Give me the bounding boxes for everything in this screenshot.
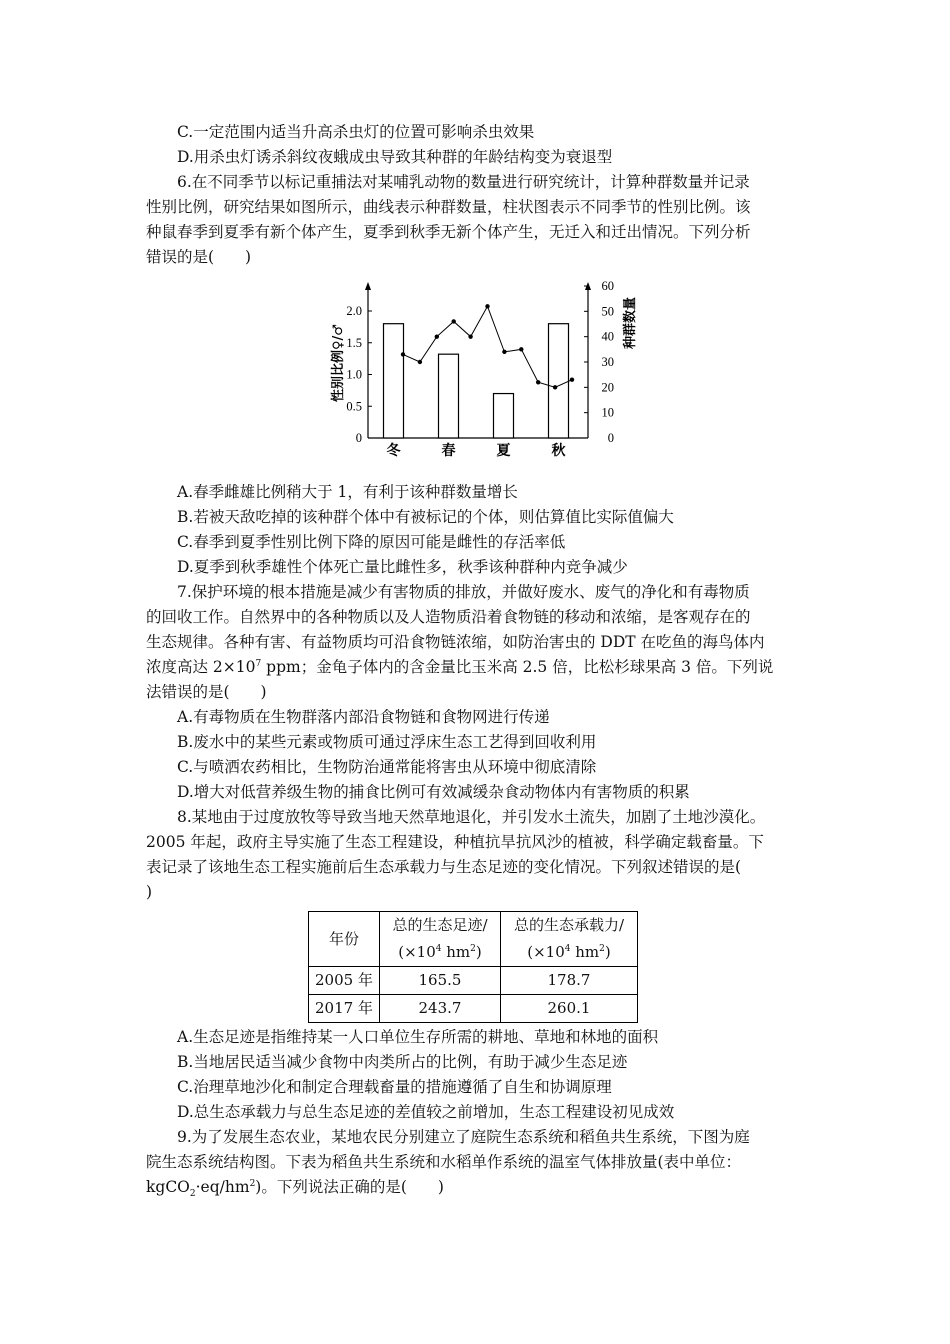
- population-point: [553, 385, 557, 389]
- q8-option-c: C.治理草地沙化和制定合理载畜量的措施遵循了自生和协调原理: [177, 1078, 612, 1096]
- q5-option-d: D.用杀虫灯诱杀斜纹夜蛾成虫导致其种群的年龄结构变为衰退型: [177, 148, 613, 166]
- bar: [439, 354, 459, 438]
- q7-stem-line: 法错误的是( ): [146, 683, 267, 701]
- cell-year: 2017 年: [309, 995, 380, 1023]
- q9-stem-line: 院生态系统结构图。下表为稻鱼共生系统和水稻单作系统的温室气体排放量(表中单位：: [146, 1153, 742, 1171]
- population-point: [468, 334, 472, 338]
- cell-footprint: 165.5: [380, 967, 501, 995]
- left-axis-arrow: [365, 282, 371, 290]
- q6-stem-line: 性别比例，研究结果如图所示，曲线表示种群数量，柱状图表示不同季节的性别比例。该: [146, 198, 751, 216]
- q7-stem-line: 的回收工作。自然界中的各种物质以及人造物质沿着食物链的移动和浓缩，是客观存在的: [146, 608, 751, 626]
- document-page: [146, 120, 806, 1200]
- header-footprint-unit: ($\times 10^4$ $hm^2$): [380, 939, 501, 967]
- left-axis-title: 性别比例♀/♂: [331, 324, 346, 402]
- q7-option-c: C.与喷洒农药相比，生物防治通常能将害虫从环境中彻底清除: [177, 758, 597, 776]
- bar: [549, 324, 569, 438]
- q8-stem-line: 表记录了该地生态工程实施前后生态承载力与生态足迹的变化情况。下列叙述错误的是(: [146, 858, 742, 876]
- q6-stem-line: 错误的是( ): [146, 248, 252, 266]
- q6-option-a: A.春季雌雄比例稍大于 1，有利于该种群数量增长: [177, 483, 518, 501]
- q7-option-b: B.废水中的某些元素或物质可通过浮床生态工艺得到回收利用: [177, 733, 597, 751]
- q8-option-d: D.总生态承载力与总生态足迹的差值较之前增加，生态工程建设初见成效: [177, 1103, 675, 1121]
- right-tick-label: 20: [601, 380, 614, 395]
- cell-footprint: 243.7: [380, 995, 501, 1023]
- header-capacity-unit: ($\times 10^4$ $hm^2$): [501, 939, 638, 967]
- cell-capacity: 178.7: [501, 967, 638, 995]
- category-label: 冬: [386, 443, 401, 459]
- q8-option-a: A.生态足迹是指维持某一人口单位生存所需的耕地、草地和林地的面积: [177, 1028, 659, 1046]
- q6-option-b: B.若被天敌吃掉的该种群个体中有被标记的个体，则估算值比实际值偏大: [177, 508, 674, 526]
- population-point: [401, 352, 405, 356]
- population-point: [418, 360, 422, 364]
- right-tick-label: 30: [601, 355, 614, 369]
- right-axis-title: 种群数量: [623, 296, 638, 350]
- q7-option-d: D.增大对低营养级生物的捕食比例可有效减缓杂食动物体内有害物质的积累: [177, 783, 690, 801]
- q7-option-a: A.有毒物质在生物群落内部沿食物链和食物网进行传递: [177, 708, 550, 726]
- header-footprint: 总的生态足迹/: [380, 912, 501, 940]
- table-row: [309, 995, 638, 1023]
- category-label: 春: [441, 443, 456, 459]
- q6-option-d: D.夏季到秋季雄性个体死亡量比雌性多，秋季该种群种内竞争减少: [177, 558, 628, 576]
- combo-chart: [328, 278, 648, 478]
- left-tick-label: 0: [355, 431, 362, 445]
- population-point: [519, 347, 523, 351]
- bar: [384, 324, 404, 438]
- q7-stem-line: 生态规律。各种有害、有益物质均可沿食物链浓缩，如防治害虫的 DDT 在吃鱼的海鸟体内: [146, 633, 765, 651]
- q7-stem-line: 7.保护环境的根本措施是减少有害物质的排放，并做好废水、废气的净化和有毒物质: [177, 583, 750, 601]
- category-label: 秋: [551, 443, 566, 459]
- left-tick-label: 1.0: [346, 367, 362, 382]
- population-point: [570, 378, 574, 382]
- left-tick-label: 2.0: [346, 304, 362, 318]
- population-point: [536, 380, 540, 384]
- q6-option-c: C.春季到夏季性别比例下降的原因可能是雌性的存活率低: [177, 533, 566, 551]
- population-line: [403, 306, 572, 387]
- q8-option-b: B.当地居民适当减少食物中肉类所占的比例，有助于减少生态足迹: [177, 1053, 628, 1071]
- q6-chart: [146, 278, 806, 478]
- cell-year: 2005 年: [309, 967, 380, 995]
- q8-stem-line: 2005 年起，政府主导实施了生态工程建设，种植抗旱抗风沙的植被，科学确定载畜量。下: [146, 833, 764, 851]
- cell-capacity: 260.1: [501, 995, 638, 1023]
- table-header-row: [309, 912, 638, 940]
- population-point: [502, 350, 506, 354]
- q8-stem-line: 8.某地由于过度放牧等导致当地天然草地退化，并引发水土流失，加剧了土地沙漠化。: [177, 808, 766, 826]
- right-tick-label: 60: [601, 279, 614, 293]
- q8-table: [308, 911, 638, 1023]
- q9-stem-line: 9.为了发展生态农业，某地农民分别建立了庭院生态系统和稻鱼共生系统，下图为庭: [177, 1128, 750, 1146]
- q6-stem-line: 6.在不同季节以标记重捕法对某哺乳动物的数量进行研究统计，计算种群数量并记录: [177, 173, 750, 191]
- header-capacity: 总的生态承载力/: [501, 912, 638, 940]
- population-point: [435, 334, 439, 338]
- right-tick-label: 50: [601, 304, 614, 319]
- left-tick-label: 0.5: [346, 399, 362, 414]
- right-tick-label: 10: [601, 405, 614, 420]
- table-row: [309, 967, 638, 995]
- right-tick-label: 0: [607, 431, 614, 445]
- q7-stem-line-4: 浓度高达 $2\times 10^7$ ppm；金龟子体内的含金量比玉米高 2.5 倍，比松杉球果高 3 倍。下列说: [146, 658, 774, 676]
- left-tick-label: 1.5: [346, 335, 362, 350]
- q9-stem-line-3: $kgCO_2\cdot eq/hm^2$)。下列说法正确的是( ): [146, 1178, 444, 1200]
- q6-stem-line: 种鼠春季到夏季有新个体产生，夏季到秋季无新个体产生，无迁入和迁出情况。下列分析: [146, 223, 751, 241]
- right-tick-label: 40: [601, 329, 614, 344]
- population-point: [452, 319, 456, 323]
- q5-option-c: C.一定范围内适当升高杀虫灯的位置可影响杀虫效果: [177, 123, 535, 141]
- category-label: 夏: [496, 443, 511, 459]
- population-point: [485, 304, 489, 308]
- bar: [494, 394, 514, 438]
- q8-stem-line: ): [146, 883, 153, 901]
- header-year: 年份: [309, 912, 380, 967]
